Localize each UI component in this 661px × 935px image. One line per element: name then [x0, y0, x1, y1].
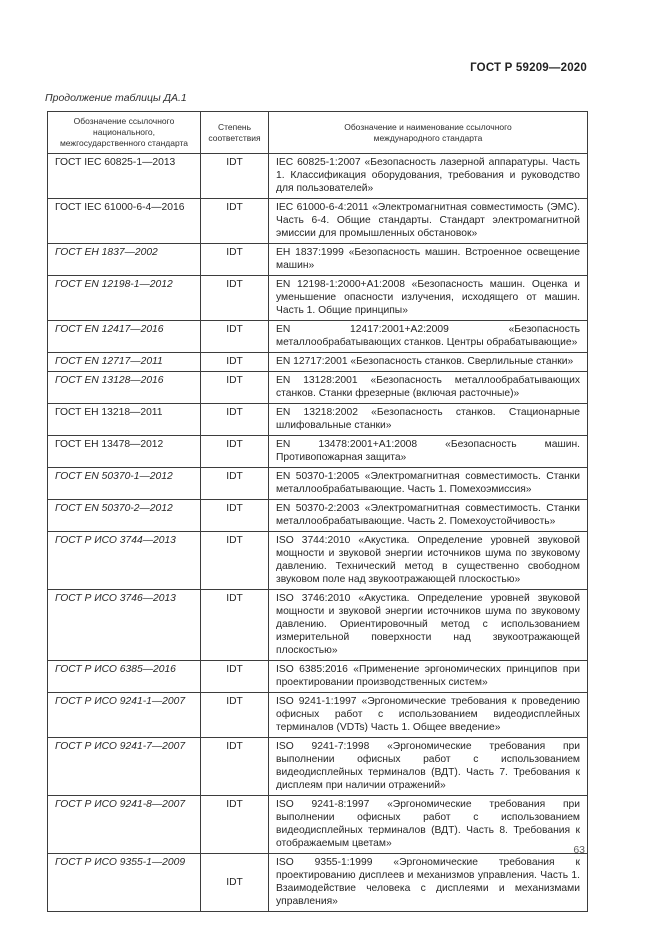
- international-standard-cell: ISO 3744:2010 «Акустика. Определение уровней звуковой мощности и звуковой энергии источников шума по звуковому давлению. Технический метод в существенно свободном звуковом поле над звукоотражающей плоскостью»: [269, 532, 588, 590]
- international-standard-cell: EN 12417:2001+А2:2009 «Безопасность металлообрабатывающих станков. Центры обрабатывающие»: [269, 321, 588, 353]
- international-standard-cell: IEC 61000-6-4:2011 «Электромагнитная совместимость (ЭМС). Часть 6-4. Общие стандарты. Стандарт электромагнитной эмиссии для промышленных обстановок»: [269, 199, 588, 244]
- national-standard-cell: ГОСТ EN 12198-1—2012: [48, 276, 201, 321]
- table-header-row: [48, 112, 588, 154]
- conformity-degree-cell: IDT: [201, 276, 269, 321]
- international-standard-cell: IEC 60825-1:2007 «Безопасность лазерной аппаратуры. Часть 1. Классификация оборудования, требования и руководство для пользователей»: [269, 154, 588, 199]
- table-row: [48, 244, 588, 276]
- header-international-standard: [269, 112, 588, 154]
- table-row: [48, 738, 588, 796]
- international-standard-cell: ISO 3746:2010 «Акустика. Определение уровней звуковой мощности и звуковой энергии источников шума по звуковому давлению. Ориентировочный метод с использованием измерительной поверхности над звукоотражающей плоскостью»: [269, 590, 588, 661]
- international-standard-cell: EN 13128:2001 «Безопасность металлообрабатывающих станков. Станки фрезерные (включая расточные)»: [269, 372, 588, 404]
- national-standard-cell: ГОСТ EN 12717—2011: [48, 353, 201, 372]
- international-standard-cell: ISO 9355-1:1999 «Эргономические требования к проектированию дисплеев и механизмов управления. Часть 1. Взаимодействие человека с дисплеями и механизмами управления»: [269, 854, 588, 912]
- table-row: [48, 500, 588, 532]
- conformity-degree-cell: IDT: [201, 661, 269, 693]
- international-standard-cell: ЕН 1837:1999 «Безопасность машин. Встроенное освещение машин»: [269, 244, 588, 276]
- table-caption: Продолжение таблицы ДА.1: [45, 92, 187, 104]
- conformity-degree-cell: IDT: [201, 353, 269, 372]
- table-row: [48, 154, 588, 199]
- conformity-degree-cell: IDT: [201, 468, 269, 500]
- conformity-degree-cell: IDT: [201, 154, 269, 199]
- table-row: [48, 854, 588, 912]
- international-standard-cell: ISO 9241-8:1997 «Эргономические требования при выполнении офисных работ с использованием видеодисплейных терминалов (ВДТ). Часть 8. Требования к отображаемым цветам»: [269, 796, 588, 854]
- header-national-standard: [48, 112, 201, 154]
- table-row: [48, 590, 588, 661]
- conformity-degree-cell: IDT: [201, 404, 269, 436]
- table-row: [48, 661, 588, 693]
- international-standard-cell: EN 50370-1:2005 «Электромагнитная совместимость. Станки металлообрабатывающие. Часть 1. Помехоэмиссия»: [269, 468, 588, 500]
- conformity-degree-cell: IDT: [201, 372, 269, 404]
- conformity-degree-cell: IDT: [201, 244, 269, 276]
- conformity-degree-cell: IDT: [201, 796, 269, 854]
- national-standard-cell: ГОСТ EN 12417—2016: [48, 321, 201, 353]
- international-standard-cell: EN 13478:2001+А1:2008 «Безопасность машин. Противопожарная защита»: [269, 436, 588, 468]
- international-standard-cell: EN 13218:2002 «Безопасность станков. Стационарные шлифовальные станки»: [269, 404, 588, 436]
- international-standard-cell: ISO 6385:2016 «Применение эргономических принципов при проектировании производственных систем»: [269, 661, 588, 693]
- conformity-degree-cell: IDT: [201, 854, 269, 912]
- national-standard-cell: ГОСТ Р ИСО 9241-7—2007: [48, 738, 201, 796]
- conformity-degree-cell: IDT: [201, 590, 269, 661]
- national-standard-cell: ГОСТ Р ИСО 9355-1—2009: [48, 854, 201, 912]
- international-standard-cell: EN 12717:2001 «Безопасность станков. Сверлильные станки»: [269, 353, 588, 372]
- conformity-degree-cell: IDT: [201, 500, 269, 532]
- header-international-standard-label: Обозначение и наименование ссылочного международного стандарта: [344, 121, 512, 143]
- national-standard-cell: ГОСТ IEC 61000-6-4—2016: [48, 199, 201, 244]
- table-row: [48, 436, 588, 468]
- national-standard-cell: ГОСТ EN 50370-1—2012: [48, 468, 201, 500]
- table-row: [48, 372, 588, 404]
- table-row: [48, 532, 588, 590]
- table-row: [48, 321, 588, 353]
- national-standard-cell: ГОСТ Р ИСО 9241-1—2007: [48, 693, 201, 738]
- national-standard-cell: ГОСТ Р ИСО 9241-8—2007: [48, 796, 201, 854]
- national-standard-cell: ГОСТ ЕН 13478—2012: [48, 436, 201, 468]
- conformity-degree-cell: IDT: [201, 436, 269, 468]
- international-standard-cell: ISO 9241-7:1998 «Эргономические требования при выполнении офисных работ с использованием видеодисплейных терминалов (ВДТ). Часть 7. Требования к дисплеям при наличии отражений»: [269, 738, 588, 796]
- table-row: [48, 693, 588, 738]
- conformity-degree-cell: IDT: [201, 532, 269, 590]
- national-standard-cell: ГОСТ ЕН 13218—2011: [48, 404, 201, 436]
- header-national-standard-label: Обозначение ссылочного национального, межгосударственного стандарта: [59, 116, 189, 149]
- national-standard-cell: ГОСТ EN 13128—2016: [48, 372, 201, 404]
- national-standard-cell: ГОСТ Р ИСО 3744—2013: [48, 532, 201, 590]
- national-standard-cell: ГОСТ ЕН 1837—2002: [48, 244, 201, 276]
- conformity-degree-cell: IDT: [201, 321, 269, 353]
- national-standard-cell: ГОСТ EN 50370-2—2012: [48, 500, 201, 532]
- page-number: 63: [573, 844, 585, 856]
- international-standard-cell: EN 50370-2:2003 «Электромагнитная совместимость. Станки металлообрабатывающие. Часть 2. Помехоустойчивость»: [269, 500, 588, 532]
- table-row: [48, 468, 588, 500]
- conformity-degree-cell: IDT: [201, 738, 269, 796]
- conformity-degree-cell: IDT: [201, 199, 269, 244]
- document-code-header: ГОСТ Р 59209—2020: [470, 62, 587, 74]
- conformity-degree-cell: IDT: [201, 693, 269, 738]
- table-body: [48, 154, 588, 912]
- table-row: [48, 276, 588, 321]
- header-conformity-degree-label: Степень соответствия: [208, 121, 261, 143]
- standards-correspondence-table: [47, 111, 588, 912]
- international-standard-cell: EN 12198-1:2000+А1:2008 «Безопасность машин. Оценка и уменьшение опасности излучения, исходящего от машин. Часть 1. Общие принципы»: [269, 276, 588, 321]
- table-row: [48, 404, 588, 436]
- national-standard-cell: ГОСТ Р ИСО 3746—2013: [48, 590, 201, 661]
- national-standard-cell: ГОСТ Р ИСО 6385—2016: [48, 661, 201, 693]
- national-standard-cell: ГОСТ IEC 60825-1—2013: [48, 154, 201, 199]
- table-row: [48, 353, 588, 372]
- table-row: [48, 199, 588, 244]
- header-conformity-degree: [201, 112, 269, 154]
- international-standard-cell: ISO 9241-1:1997 «Эргономические требования к проведению офисных работ с использованием видеодисплейных терминалов (VDTs) Часть 1. Общее введение»: [269, 693, 588, 738]
